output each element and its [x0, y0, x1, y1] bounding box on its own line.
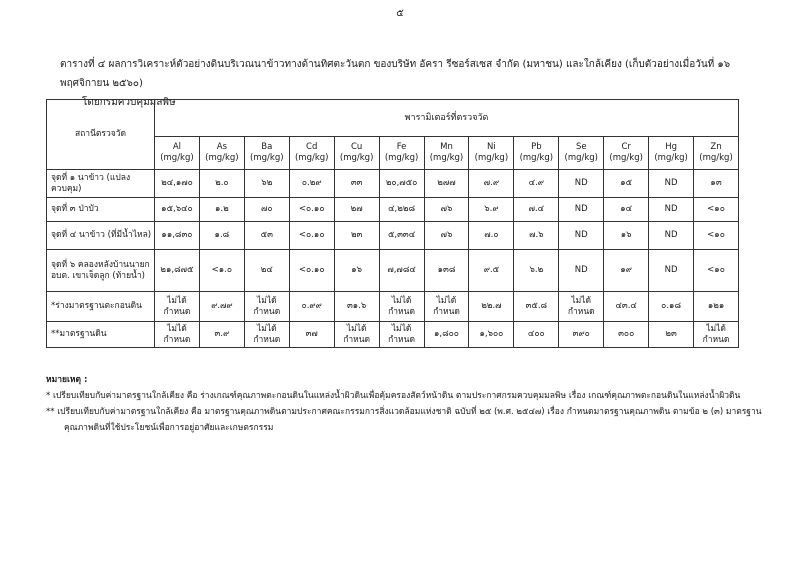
value-cell: ๑๓๘	[424, 250, 469, 292]
notes	[46, 372, 766, 436]
parameter-unit: (mg/kg)	[519, 153, 554, 163]
value-cell: ๒๔	[244, 250, 289, 292]
value-cell: ๓๓	[334, 170, 379, 198]
parameter-unit: (mg/kg)	[250, 153, 284, 163]
value-cell: ไม่ได้ กำหนด	[244, 292, 289, 322]
parameter-unit: (mg/kg)	[474, 153, 509, 163]
parameter-name: Ni	[487, 142, 496, 152]
value-cell: ๑๑,๘๓๐	[155, 222, 200, 250]
value-cell: ๔.๙	[514, 170, 559, 198]
parameter-name: Fe	[396, 142, 407, 152]
value-cell: <๐.๑๐	[289, 222, 334, 250]
table-row	[47, 170, 739, 198]
parameter-name: Cu	[350, 142, 363, 152]
value-cell: <๑๐	[694, 222, 739, 250]
value-cell: ๗๖	[424, 198, 469, 222]
value-cell: ๑.๘	[199, 222, 244, 250]
parameter-header	[559, 137, 604, 170]
value-cell: ๒๔,๑๗๐	[155, 170, 200, 198]
value-cell: ๖๒	[244, 170, 289, 198]
parameter-unit: (mg/kg)	[384, 153, 419, 163]
table-row	[47, 222, 739, 250]
value-cell: ๑,๘๐๐	[424, 322, 469, 348]
parameter-unit: (mg/kg)	[294, 153, 329, 163]
value-cell: ๐.๙๙	[289, 292, 334, 322]
parameter-header	[244, 137, 289, 170]
value-cell: ๑๕,๖๔๐	[155, 198, 200, 222]
station-cell: จุดที่ ๓ ป่าบัว	[47, 198, 155, 222]
value-cell: <๐.๑๐	[289, 250, 334, 292]
value-cell: ๗.๙	[469, 170, 514, 198]
caption-line-2: โดยกรมควบคุมมลพิษ	[82, 97, 176, 108]
value-cell: ๒๐,๗๕๐	[379, 170, 424, 198]
parameter-unit: (mg/kg)	[429, 153, 464, 163]
value-cell: ๒๒.๗	[469, 292, 514, 322]
value-cell: ไม่ได้ กำหนด	[155, 292, 200, 322]
parameter-header	[199, 137, 244, 170]
parameter-name: Se	[575, 142, 587, 152]
station-header: สถานีตรวจวัด	[47, 100, 155, 170]
value-cell: <๐.๑๐	[289, 198, 334, 222]
value-cell: ไม่ได้ กำหนด	[155, 322, 200, 348]
station-cell: จุดที่ ๑ นาข้าว (แปลงควบคุม)	[47, 170, 155, 198]
parameter-header	[379, 137, 424, 170]
value-cell: ๑๒๑	[694, 292, 739, 322]
table-row	[47, 198, 739, 222]
caption-line-1: ตารางที่ ๔ ผลการวิเคราะห์ตัวอย่างดินบริเวณนาข้าวทางด้านทิศตะวันตก ของบริษัท อัครา รีซอร์สเซส จำกัด (มหาชน) และใกล้เคียง (เก็บตัวอย่างเมื่อวันที่ ๑๖ พฤศจิกายน ๒๕๖๐)	[60, 59, 731, 89]
value-cell: ๐.๒๙	[289, 170, 334, 198]
value-cell: ND	[649, 198, 694, 222]
page-number: ๕	[396, 8, 404, 19]
value-cell: ๑.๒	[199, 198, 244, 222]
value-cell: ๑,๖๐๐	[469, 322, 514, 348]
parameter-header	[289, 137, 334, 170]
value-cell: ๖.๙	[469, 198, 514, 222]
value-cell: ๐.๑๘	[649, 292, 694, 322]
value-cell: ๔๐๐	[514, 322, 559, 348]
value-cell: ๓๐๐	[604, 322, 649, 348]
parameter-unit: (mg/kg)	[609, 153, 643, 163]
parameter-name: Cd	[306, 142, 318, 152]
value-cell: ๖.๒	[514, 250, 559, 292]
value-cell: ๓.๙	[199, 322, 244, 348]
note-2-continued: คุณภาพดินที่ใช้ประโยชน์เพื่อการอยู่อาศัยและเกษตรกรรม	[64, 423, 274, 433]
value-cell: ๑๓	[694, 170, 739, 198]
value-cell: ND	[559, 250, 604, 292]
value-cell: ไม่ได้ กำหนด	[694, 322, 739, 348]
station-cell: จุดที่ ๔ นาข้าว (ที่มีน้ำไหล)	[47, 222, 155, 250]
value-cell: ไม่ได้ กำหนด	[424, 292, 469, 322]
value-cell: ๑๕	[604, 170, 649, 198]
parameter-unit: (mg/kg)	[160, 153, 194, 163]
value-cell: <๑๐	[694, 250, 739, 292]
value-cell: ไม่ได้ กำหนด	[334, 322, 379, 348]
value-cell: ND	[649, 170, 694, 198]
parameter-unit: (mg/kg)	[339, 153, 374, 163]
value-cell: ND	[559, 198, 604, 222]
value-cell: ๓๕.๘	[514, 292, 559, 322]
value-cell: ND	[559, 222, 604, 250]
parameter-header	[155, 137, 200, 170]
note-1: * เปรียบเทียบกับค่ามาตรฐานใกล้เคียง คือ ร่างเกณฑ์คุณภาพตะกอนดินในแหล่งน้ำผิวดินเพื่อคุ้มครองสัตว์หน้าดิน ตามประกาศกรมควบคุมมลพิษ เรื่อง เกณฑ์คุณภาพตะกอนดินในแหล่งน้ำผิวดิน	[46, 391, 741, 401]
table-row	[47, 322, 739, 348]
value-cell: ๑๖	[604, 222, 649, 250]
value-cell: ๒.๐	[199, 170, 244, 198]
parameter-name: Cr	[621, 142, 631, 152]
notes-title: หมายเหตุ :	[46, 375, 88, 385]
parameter-name: Hg	[665, 142, 677, 152]
table-row	[47, 250, 739, 292]
parameter-name: Pb	[531, 142, 542, 152]
station-cell: **มาตรฐานดิน	[47, 322, 155, 348]
parameter-unit: (mg/kg)	[564, 153, 598, 163]
value-cell: ๒๑,๘๗๕	[155, 250, 200, 292]
value-cell: ND	[649, 250, 694, 292]
parameter-name: Zn	[710, 142, 722, 152]
value-cell: ๗.๐	[469, 222, 514, 250]
parameter-group-header: พารามิเตอร์ที่ตรวจวัด	[155, 100, 739, 137]
table-row	[47, 292, 739, 322]
value-cell: ๑๔	[604, 198, 649, 222]
value-cell: ไม่ได้ กำหนด	[244, 322, 289, 348]
station-cell: จุดที่ ๖ คลองหลังบ้านนายก อบต. เขาเจ็ดลูก (ท้ายน้ำ)	[47, 250, 155, 292]
parameter-header	[424, 137, 469, 170]
value-cell: <๑๐	[694, 198, 739, 222]
value-cell: ๑๖	[334, 250, 379, 292]
parameter-header	[334, 137, 379, 170]
value-cell: ๗๖	[424, 222, 469, 250]
value-cell: ๓๗	[289, 322, 334, 348]
value-cell: ๗.๖	[514, 222, 559, 250]
parameter-header	[649, 137, 694, 170]
parameter-name: As	[216, 142, 227, 152]
value-cell: ไม่ได้ กำหนด	[379, 322, 424, 348]
parameter-name: Mn	[440, 142, 453, 152]
value-cell: ๙.๗๙	[199, 292, 244, 322]
value-cell: ๓๙๐	[559, 322, 604, 348]
parameter-header	[514, 137, 559, 170]
parameter-name: Ba	[261, 142, 273, 152]
parameter-header	[694, 137, 739, 170]
value-cell: ๗๐	[244, 198, 289, 222]
soil-analysis-table	[46, 99, 739, 348]
value-cell: ๗,๗๘๔	[379, 250, 424, 292]
table-body	[47, 170, 739, 348]
note-2: ** เปรียบเทียบกับค่ามาตรฐานใกล้เคียง คือ มาตรฐานคุณภาพดินตามประกาศคณะกรรมการสิ่งแวดล้อมแห่งชาติ ฉบับที่ ๒๕ (พ.ศ. ๒๕๔๗) เรื่อง กำหนดมาตรฐานคุณภาพดิน ตามข้อ ๒ (๓) มาตรฐาน	[46, 407, 762, 417]
value-cell: ND	[559, 170, 604, 198]
station-cell: *ร่างมาตรฐานตะกอนดิน	[47, 292, 155, 322]
value-cell: ND	[649, 222, 694, 250]
parameter-name: Al	[172, 142, 182, 152]
value-cell: ๑๙	[604, 250, 649, 292]
parameter-header	[604, 137, 649, 170]
value-cell: ไม่ได้ กำหนด	[559, 292, 604, 322]
value-cell: ๒๗	[334, 198, 379, 222]
value-cell: ๔,๒๒๘	[379, 198, 424, 222]
value-cell: ๒๓	[649, 322, 694, 348]
value-cell: ไม่ได้ กำหนด	[379, 292, 424, 322]
value-cell: ๓๑.๖	[334, 292, 379, 322]
parameter-unit: (mg/kg)	[654, 153, 688, 163]
value-cell: ๕๓	[244, 222, 289, 250]
value-cell: ๙.๕	[469, 250, 514, 292]
value-cell: ๔๓.๔	[604, 292, 649, 322]
value-cell: ๕,๓๓๔	[379, 222, 424, 250]
value-cell: <๑.๐	[199, 250, 244, 292]
parameter-unit: (mg/kg)	[205, 153, 239, 163]
parameter-header	[469, 137, 514, 170]
value-cell: ๒๗๗	[424, 170, 469, 198]
value-cell: ๒๓	[334, 222, 379, 250]
value-cell: ๗.๔	[514, 198, 559, 222]
parameter-unit: (mg/kg)	[699, 153, 733, 163]
